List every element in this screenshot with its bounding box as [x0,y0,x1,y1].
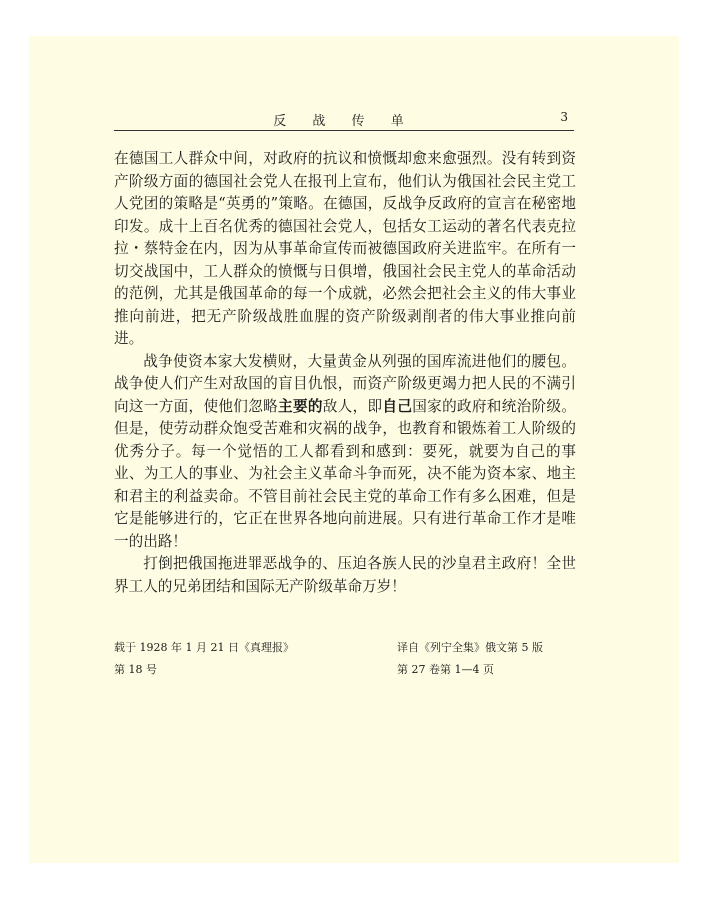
paragraph-text: 在德国工人群众中间，对政府的抗议和愤慨却愈来愈强烈。没有转到资产阶级方面的德国社会党人在报刊上宣布，他们认为俄国社会民主党工人党团的策略是“英勇的”策略。在德国，反战争反政府的宣言在秘密地印发。成十上百名优秀的德国社会党人，包括女工运动的著名代表克拉拉・蔡特金在内，因为从事革命宣传而被德国政府关进监牢。在所有一切交战国中，工人群众的愤慨与日俱增，俄国社会民主党人的革命活动的范例，尤其是俄国革命的每一个成就，必然会把社会主义的伟大事业推向前进，把无产阶级战胜血腥的资产阶级剥削者的伟大事业推向前进。 [114,150,576,347]
emphasized-text: 自己 [382,397,413,415]
body-paragraph [114,553,576,598]
source-line: 载于 1928 年 1 月 21 日《真理报》 [114,641,294,654]
publication-source [114,637,354,681]
running-header [114,108,574,131]
page-number: 3 [560,110,568,124]
running-title: 反 战 传 单 [273,114,415,129]
body-paragraph [114,351,576,554]
body-paragraph [114,148,576,351]
source-line: 第 18 号 [114,663,157,676]
paragraph-text: 国家的政府和统治阶级。但是，使劳动群众饱受苦难和灾祸的战争，也教育和锻炼着工人阶级的优秀分子。每一个觉悟的工人都看到和感到：要死，就要为自己的事业、为工人的事业、为社会主义革命斗争而死，决不能为资本家、地主和君主的利益卖命。不管目前社会民主党的革命工作有多么困难，但是它是能够进行的，它正在世界各地向前进展。只有进行革命工作才是唯一的出路！ [114,397,576,550]
emphasized-text: 主要的 [278,397,323,415]
translation-line: 第 27 卷第 1—4 页 [397,663,494,676]
paragraph-text: 打倒把俄国拖进罪恶战争的、压迫各族人民的沙皇君主政府！全世界工人的兄弟团结和国际无产阶级革命万岁！ [114,555,576,595]
paragraph-text: 敌人，即 [322,397,383,415]
paragraph-text: 战争使资本家大发横财，大量黄金从列强的国库流进他们的腰包。战争使人们产生对敌国的盲目仇恨，而资产阶级更竭力把人民的不满引向这一方面，使他们忽略 [114,352,576,415]
translation-source [397,637,577,681]
body-text [114,148,576,598]
translation-line: 译自《列宁全集》俄文第 5 版 [397,641,543,654]
